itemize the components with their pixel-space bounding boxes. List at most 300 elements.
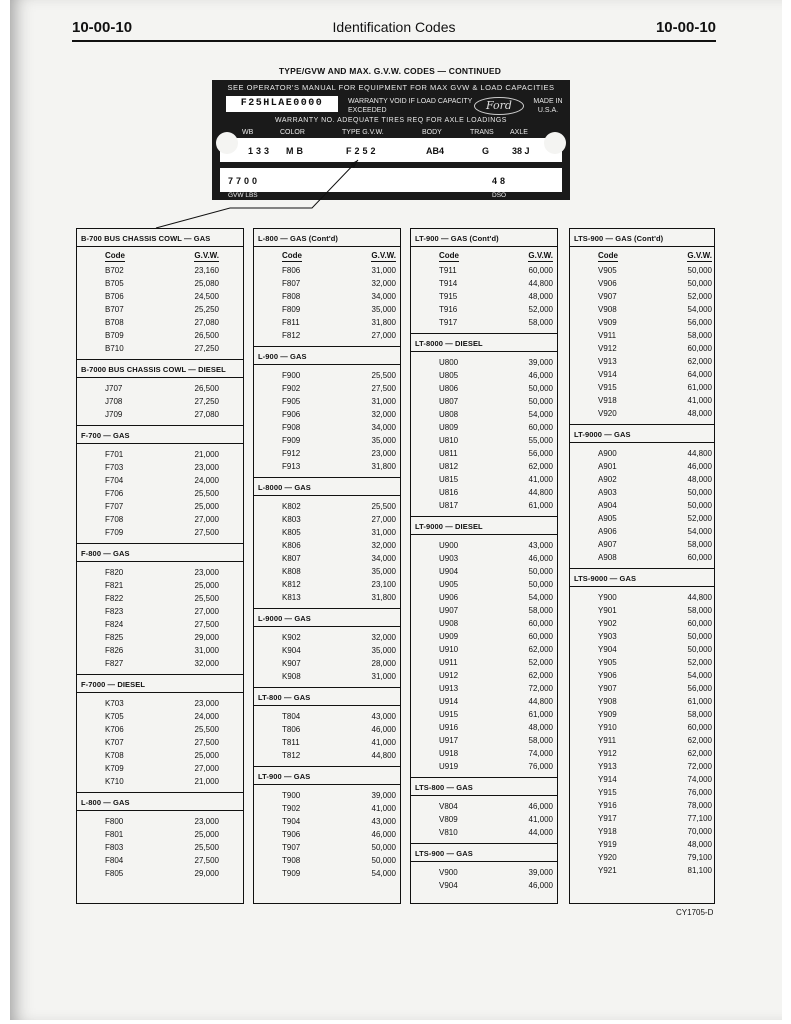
table-row xyxy=(254,591,400,604)
gvw-cell: 54,000 xyxy=(528,410,553,419)
gvw-cell: 34,000 xyxy=(371,292,396,301)
table-row xyxy=(77,657,243,670)
code-cell: F706 xyxy=(105,489,124,498)
code-cell: K812 xyxy=(282,580,301,589)
code-cell: K806 xyxy=(282,541,301,550)
code-cell: F822 xyxy=(105,594,124,603)
code-cell: T806 xyxy=(282,725,301,734)
gvw-cell: 25,000 xyxy=(194,830,219,839)
table-row xyxy=(411,434,557,447)
table-row xyxy=(77,329,243,342)
table-row xyxy=(254,290,400,303)
table-row xyxy=(570,551,714,564)
table-row xyxy=(77,513,243,526)
table-row xyxy=(570,747,714,760)
gvw-cell: 54,000 xyxy=(687,527,712,536)
table-row xyxy=(570,617,714,630)
code-cell: Y905 xyxy=(598,658,617,667)
gvw-cell: 24,000 xyxy=(194,712,219,721)
table-row xyxy=(411,382,557,395)
code-cell: F807 xyxy=(282,279,301,288)
gvw-cell: 23,000 xyxy=(194,463,219,472)
table-row xyxy=(411,552,557,565)
gvw-cell: 44,800 xyxy=(371,751,396,760)
gvw-cell: 31,000 xyxy=(371,266,396,275)
section-title: L-800 — GAS xyxy=(77,793,243,811)
table-row xyxy=(411,565,557,578)
gvw-cell: 54,000 xyxy=(687,305,712,314)
table-row xyxy=(411,369,557,382)
table-row xyxy=(570,851,714,864)
code-cell: V913 xyxy=(598,357,617,366)
gvw-cell: 41,000 xyxy=(371,804,396,813)
gvw-cell: 48,000 xyxy=(687,475,712,484)
gvw-cell: 28,000 xyxy=(371,659,396,668)
code-section xyxy=(254,767,400,884)
code-cell: Y901 xyxy=(598,606,617,615)
gvw-cell: 62,000 xyxy=(687,357,712,366)
column-1 xyxy=(76,228,244,904)
gvw-cell: 52,000 xyxy=(687,658,712,667)
gvw-column-header: G.V.W. xyxy=(687,251,712,260)
gvw-cell: 25,500 xyxy=(194,725,219,734)
gvw-cell: 25,250 xyxy=(194,305,219,314)
code-cell: U900 xyxy=(439,541,459,550)
code-cell: F801 xyxy=(105,830,124,839)
ford-logo: Ford xyxy=(474,97,524,115)
table-row xyxy=(570,277,714,290)
code-cell: F823 xyxy=(105,607,124,616)
table-row xyxy=(254,526,400,539)
gvw-cell: 43,000 xyxy=(371,712,396,721)
table-row xyxy=(254,329,400,342)
table-row xyxy=(77,828,243,841)
code-cell: U811 xyxy=(439,449,458,458)
gvw-cell: 32,000 xyxy=(371,633,396,642)
gvw-cell: 27,500 xyxy=(371,384,396,393)
code-section xyxy=(77,229,243,360)
gvw-cell: 31,800 xyxy=(371,318,396,327)
table-row xyxy=(254,867,400,880)
plate-val-trans: G xyxy=(482,146,490,156)
code-cell: B709 xyxy=(105,331,124,340)
table-row xyxy=(254,815,400,828)
table-row xyxy=(254,710,400,723)
code-cell: V900 xyxy=(439,868,458,877)
gvw-cell: 61,000 xyxy=(687,697,712,706)
gvw-cell: 61,000 xyxy=(528,501,553,510)
code-cell: V810 xyxy=(439,828,458,837)
section-title: LT-9000 — DIESEL xyxy=(411,517,557,535)
table-row xyxy=(254,854,400,867)
gvw-cell: 54,000 xyxy=(687,671,712,680)
gvw-cell: 23,000 xyxy=(194,699,219,708)
table-row xyxy=(77,697,243,710)
table-row xyxy=(254,802,400,815)
gvw-cell: 23,160 xyxy=(194,266,219,275)
code-cell: F820 xyxy=(105,568,124,577)
table-row xyxy=(411,316,557,329)
code-cell: K705 xyxy=(105,712,124,721)
gvw-cell: 23,000 xyxy=(194,817,219,826)
table-row xyxy=(77,395,243,408)
plate-col-wb: WB xyxy=(242,129,254,136)
table-row xyxy=(77,867,243,880)
plate-val-wb: 133 xyxy=(248,146,273,156)
gvw-cell: 56,000 xyxy=(687,684,712,693)
code-section xyxy=(254,688,400,767)
page-number-right: 10-00-10 xyxy=(655,19,716,36)
gvw-cell: 58,000 xyxy=(687,606,712,615)
gvw-cell: 27,500 xyxy=(194,528,219,537)
table-row xyxy=(254,631,400,644)
code-cell: V912 xyxy=(598,344,617,353)
code-cell: V914 xyxy=(598,370,617,379)
code-cell: J707 xyxy=(105,384,123,393)
table-row xyxy=(570,773,714,786)
table-row xyxy=(77,500,243,513)
gvw-cell: 74,000 xyxy=(687,775,712,784)
gvw-cell: 27,500 xyxy=(194,620,219,629)
code-cell: U903 xyxy=(439,554,459,563)
gvw-cell: 58,000 xyxy=(687,540,712,549)
table-row xyxy=(411,264,557,277)
table-row xyxy=(254,578,400,591)
gvw-cell: 46,000 xyxy=(687,462,712,471)
table-row xyxy=(411,303,557,316)
gvw-cell: 41,000 xyxy=(687,396,712,405)
table-row xyxy=(411,800,557,813)
table-row xyxy=(411,643,557,656)
code-cell: F709 xyxy=(105,528,124,537)
code-cell: V804 xyxy=(439,802,458,811)
code-cell: U905 xyxy=(439,580,459,589)
code-cell: F811 xyxy=(282,318,300,327)
section-title: LTS-900 — GAS xyxy=(411,844,557,862)
code-cell: Y914 xyxy=(598,775,617,784)
table-row xyxy=(570,316,714,329)
table-row xyxy=(570,460,714,473)
gvw-cell: 60,000 xyxy=(687,344,712,353)
gvw-cell: 32,000 xyxy=(371,541,396,550)
table-row xyxy=(570,799,714,812)
table-row xyxy=(411,290,557,303)
gvw-cell: 35,000 xyxy=(371,646,396,655)
code-cell: U817 xyxy=(439,501,459,510)
code-cell: F908 xyxy=(282,423,301,432)
gvw-cell: 48,000 xyxy=(528,292,553,301)
code-column-header: Code xyxy=(598,251,618,260)
gvw-cell: 25,000 xyxy=(194,751,219,760)
table-row xyxy=(570,682,714,695)
code-cell: V918 xyxy=(598,396,617,405)
gvw-cell: 27,250 xyxy=(194,397,219,406)
plate-col-body: BODY xyxy=(422,129,442,136)
gvw-cell: 74,000 xyxy=(528,749,553,758)
gvw-cell: 79,100 xyxy=(687,853,712,862)
table-row xyxy=(254,828,400,841)
table-row xyxy=(570,812,714,825)
gvw-cell: 24,000 xyxy=(194,476,219,485)
code-cell: K708 xyxy=(105,751,124,760)
code-cell: U918 xyxy=(439,749,459,758)
code-cell: F824 xyxy=(105,620,124,629)
plate-val-type: F252 xyxy=(346,146,379,156)
table-row xyxy=(77,736,243,749)
plate-val-color: MB xyxy=(286,146,306,156)
section-title: B-700 BUS CHASSIS COWL — GAS xyxy=(77,229,243,247)
code-cell: F804 xyxy=(105,856,124,865)
code-cell: K902 xyxy=(282,633,301,642)
code-section xyxy=(254,347,400,478)
table-row xyxy=(570,838,714,851)
code-section xyxy=(254,478,400,609)
code-cell: V906 xyxy=(598,279,617,288)
gvw-cell: 25,000 xyxy=(194,581,219,590)
section-title: LT-9000 — GAS xyxy=(570,425,714,443)
code-cell: Y904 xyxy=(598,645,617,654)
table-row xyxy=(77,710,243,723)
code-cell: U913 xyxy=(439,684,459,693)
gvw-cell: 56,000 xyxy=(528,449,553,458)
gvw-cell: 44,800 xyxy=(528,697,553,706)
code-cell: F821 xyxy=(105,581,124,590)
table-row xyxy=(570,708,714,721)
table-row xyxy=(77,579,243,592)
gvw-cell: 25,500 xyxy=(194,594,219,603)
gvw-cell: 46,000 xyxy=(528,881,553,890)
table-row xyxy=(570,512,714,525)
table-row xyxy=(77,474,243,487)
code-cell: A908 xyxy=(598,553,617,562)
table-row xyxy=(570,643,714,656)
section-title: LTS-900 — GAS (Cont'd) xyxy=(570,229,714,247)
code-column-header: Code xyxy=(282,251,302,260)
plate-val-gvw: 7700 xyxy=(228,176,261,186)
gvw-cell: 58,000 xyxy=(528,318,553,327)
column-2 xyxy=(253,228,401,904)
table-row xyxy=(570,695,714,708)
code-cell: B702 xyxy=(105,266,124,275)
gvw-cell: 60,000 xyxy=(687,553,712,562)
gvw-cell: 50,000 xyxy=(371,856,396,865)
section-title: F-800 — GAS xyxy=(77,544,243,562)
table-row xyxy=(570,864,714,877)
gvw-cell: 27,000 xyxy=(371,331,396,340)
table-row xyxy=(570,656,714,669)
table-row xyxy=(411,669,557,682)
table-row xyxy=(570,734,714,747)
table-row xyxy=(411,356,557,369)
table-row xyxy=(570,381,714,394)
code-cell: T812 xyxy=(282,751,301,760)
table-row xyxy=(411,826,557,839)
gvw-cell: 31,800 xyxy=(371,462,396,471)
code-cell: U917 xyxy=(439,736,459,745)
code-cell: F902 xyxy=(282,384,301,393)
gvw-cell: 70,000 xyxy=(687,827,712,836)
code-section xyxy=(570,425,714,569)
gvw-cell: 21,000 xyxy=(194,450,219,459)
gvw-cell: 31,000 xyxy=(194,646,219,655)
plate-val-axle: 38 J xyxy=(512,146,530,156)
table-row xyxy=(570,760,714,773)
table-row xyxy=(570,290,714,303)
table-row xyxy=(570,669,714,682)
gvw-cell: 41,000 xyxy=(371,738,396,747)
table-row xyxy=(77,461,243,474)
table-header xyxy=(77,247,243,260)
code-cell: V911 xyxy=(598,331,617,340)
table-row xyxy=(570,342,714,355)
code-section xyxy=(77,360,243,426)
code-cell: B708 xyxy=(105,318,124,327)
gvw-cell: 81,100 xyxy=(687,866,712,875)
table-row xyxy=(411,499,557,512)
gvw-cell: 31,000 xyxy=(371,672,396,681)
code-cell: U912 xyxy=(439,671,459,680)
code-section xyxy=(570,229,714,425)
gvw-cell: 26,500 xyxy=(194,331,219,340)
code-section xyxy=(411,229,557,334)
table-row xyxy=(77,605,243,618)
page-title: Identification Codes xyxy=(332,19,456,35)
section-title: F-7000 — DIESEL xyxy=(77,675,243,693)
table-row xyxy=(411,578,557,591)
table-row xyxy=(570,499,714,512)
table-row xyxy=(77,815,243,828)
code-cell: V905 xyxy=(598,266,617,275)
code-cell: A901 xyxy=(598,462,617,471)
gvw-cell: 41,000 xyxy=(528,475,553,484)
table-row xyxy=(254,552,400,565)
table-row xyxy=(254,500,400,513)
gvw-cell: 25,000 xyxy=(194,502,219,511)
table-row xyxy=(254,723,400,736)
code-cell: Y909 xyxy=(598,710,617,719)
table-row xyxy=(411,813,557,826)
table-row xyxy=(570,407,714,420)
code-cell: B710 xyxy=(105,344,124,353)
gvw-cell: 78,000 xyxy=(687,801,712,810)
table-row xyxy=(254,670,400,683)
section-title: L-800 — GAS (Cont'd) xyxy=(254,229,400,247)
section-title: LT-900 — GAS (Cont'd) xyxy=(411,229,557,247)
gvw-cell: 50,000 xyxy=(528,384,553,393)
table-header xyxy=(570,247,714,260)
gvw-cell: 25,500 xyxy=(371,371,396,380)
gvw-cell: 26,500 xyxy=(194,384,219,393)
code-cell: B706 xyxy=(105,292,124,301)
plate-title: TYPE/GVW AND MAX. G.V.W. CODES — CONTINUED xyxy=(278,66,502,76)
table-row xyxy=(254,434,400,447)
code-cell: J708 xyxy=(105,397,123,406)
gvw-cell: 50,000 xyxy=(687,501,712,510)
code-column-header: Code xyxy=(105,251,125,260)
gvw-column-header: G.V.W. xyxy=(194,251,219,260)
code-cell: A904 xyxy=(598,501,617,510)
gvw-cell: 48,000 xyxy=(687,409,712,418)
gvw-cell: 50,000 xyxy=(687,266,712,275)
code-cell: K803 xyxy=(282,515,301,524)
code-cell: T904 xyxy=(282,817,301,826)
gvw-cell: 58,000 xyxy=(528,606,553,615)
gvw-cell: 50,000 xyxy=(687,645,712,654)
gvw-cell: 54,000 xyxy=(528,593,553,602)
gvw-cell: 48,000 xyxy=(528,723,553,732)
table-header xyxy=(411,247,557,260)
gvw-cell: 46,000 xyxy=(528,554,553,563)
table-row xyxy=(570,630,714,643)
gvw-cell: 46,000 xyxy=(528,371,553,380)
gvw-cell: 58,000 xyxy=(687,331,712,340)
table-row xyxy=(254,565,400,578)
gvw-cell: 27,250 xyxy=(194,344,219,353)
gvw-cell: 50,000 xyxy=(528,580,553,589)
gvw-cell: 60,000 xyxy=(528,619,553,628)
plate-made-in: MADE IN U.S.A. xyxy=(533,98,563,114)
section-title: LT-800 — GAS xyxy=(254,688,400,706)
table-row xyxy=(77,277,243,290)
table-row xyxy=(570,394,714,407)
gvw-column-header: G.V.W. xyxy=(371,251,396,260)
code-cell: F808 xyxy=(282,292,301,301)
table-row xyxy=(411,421,557,434)
code-section xyxy=(77,544,243,675)
table-row xyxy=(570,447,714,460)
table-row xyxy=(411,395,557,408)
gvw-cell: 35,000 xyxy=(371,305,396,314)
table-row xyxy=(77,408,243,421)
code-cell: F805 xyxy=(105,869,124,878)
gvw-cell: 46,000 xyxy=(528,802,553,811)
table-row xyxy=(77,290,243,303)
table-row xyxy=(570,303,714,316)
gvw-cell: 62,000 xyxy=(687,749,712,758)
code-cell: K710 xyxy=(105,777,124,786)
plate-col-trans: TRANS xyxy=(470,129,494,136)
code-cell: T914 xyxy=(439,279,458,288)
gvw-cell: 27,080 xyxy=(194,410,219,419)
gvw-cell: 62,000 xyxy=(528,645,553,654)
code-cell: F906 xyxy=(282,410,301,419)
table-row xyxy=(411,486,557,499)
gvw-cell: 46,000 xyxy=(371,725,396,734)
gvw-cell: 24,500 xyxy=(194,292,219,301)
code-cell: T915 xyxy=(439,292,458,301)
code-cell: U916 xyxy=(439,723,459,732)
table-row xyxy=(411,473,557,486)
gvw-cell: 62,000 xyxy=(528,462,553,471)
gvw-cell: 50,000 xyxy=(371,843,396,852)
code-column-header: Code xyxy=(439,251,459,260)
code-cell: Y917 xyxy=(598,814,617,823)
code-cell: T907 xyxy=(282,843,301,852)
table-row xyxy=(411,708,557,721)
gvw-cell: 77,100 xyxy=(687,814,712,823)
plate-col-axle: AXLE xyxy=(510,129,528,136)
code-cell: Y916 xyxy=(598,801,617,810)
gvw-cell: 27,080 xyxy=(194,318,219,327)
page-number-left: 10-00-10 xyxy=(72,19,133,36)
code-cell: J709 xyxy=(105,410,123,419)
code-cell: F812 xyxy=(282,331,301,340)
code-cell: F701 xyxy=(105,450,124,459)
table-row xyxy=(254,303,400,316)
gvw-cell: 27,000 xyxy=(371,515,396,524)
gvw-cell: 61,000 xyxy=(687,383,712,392)
table-row xyxy=(411,408,557,421)
